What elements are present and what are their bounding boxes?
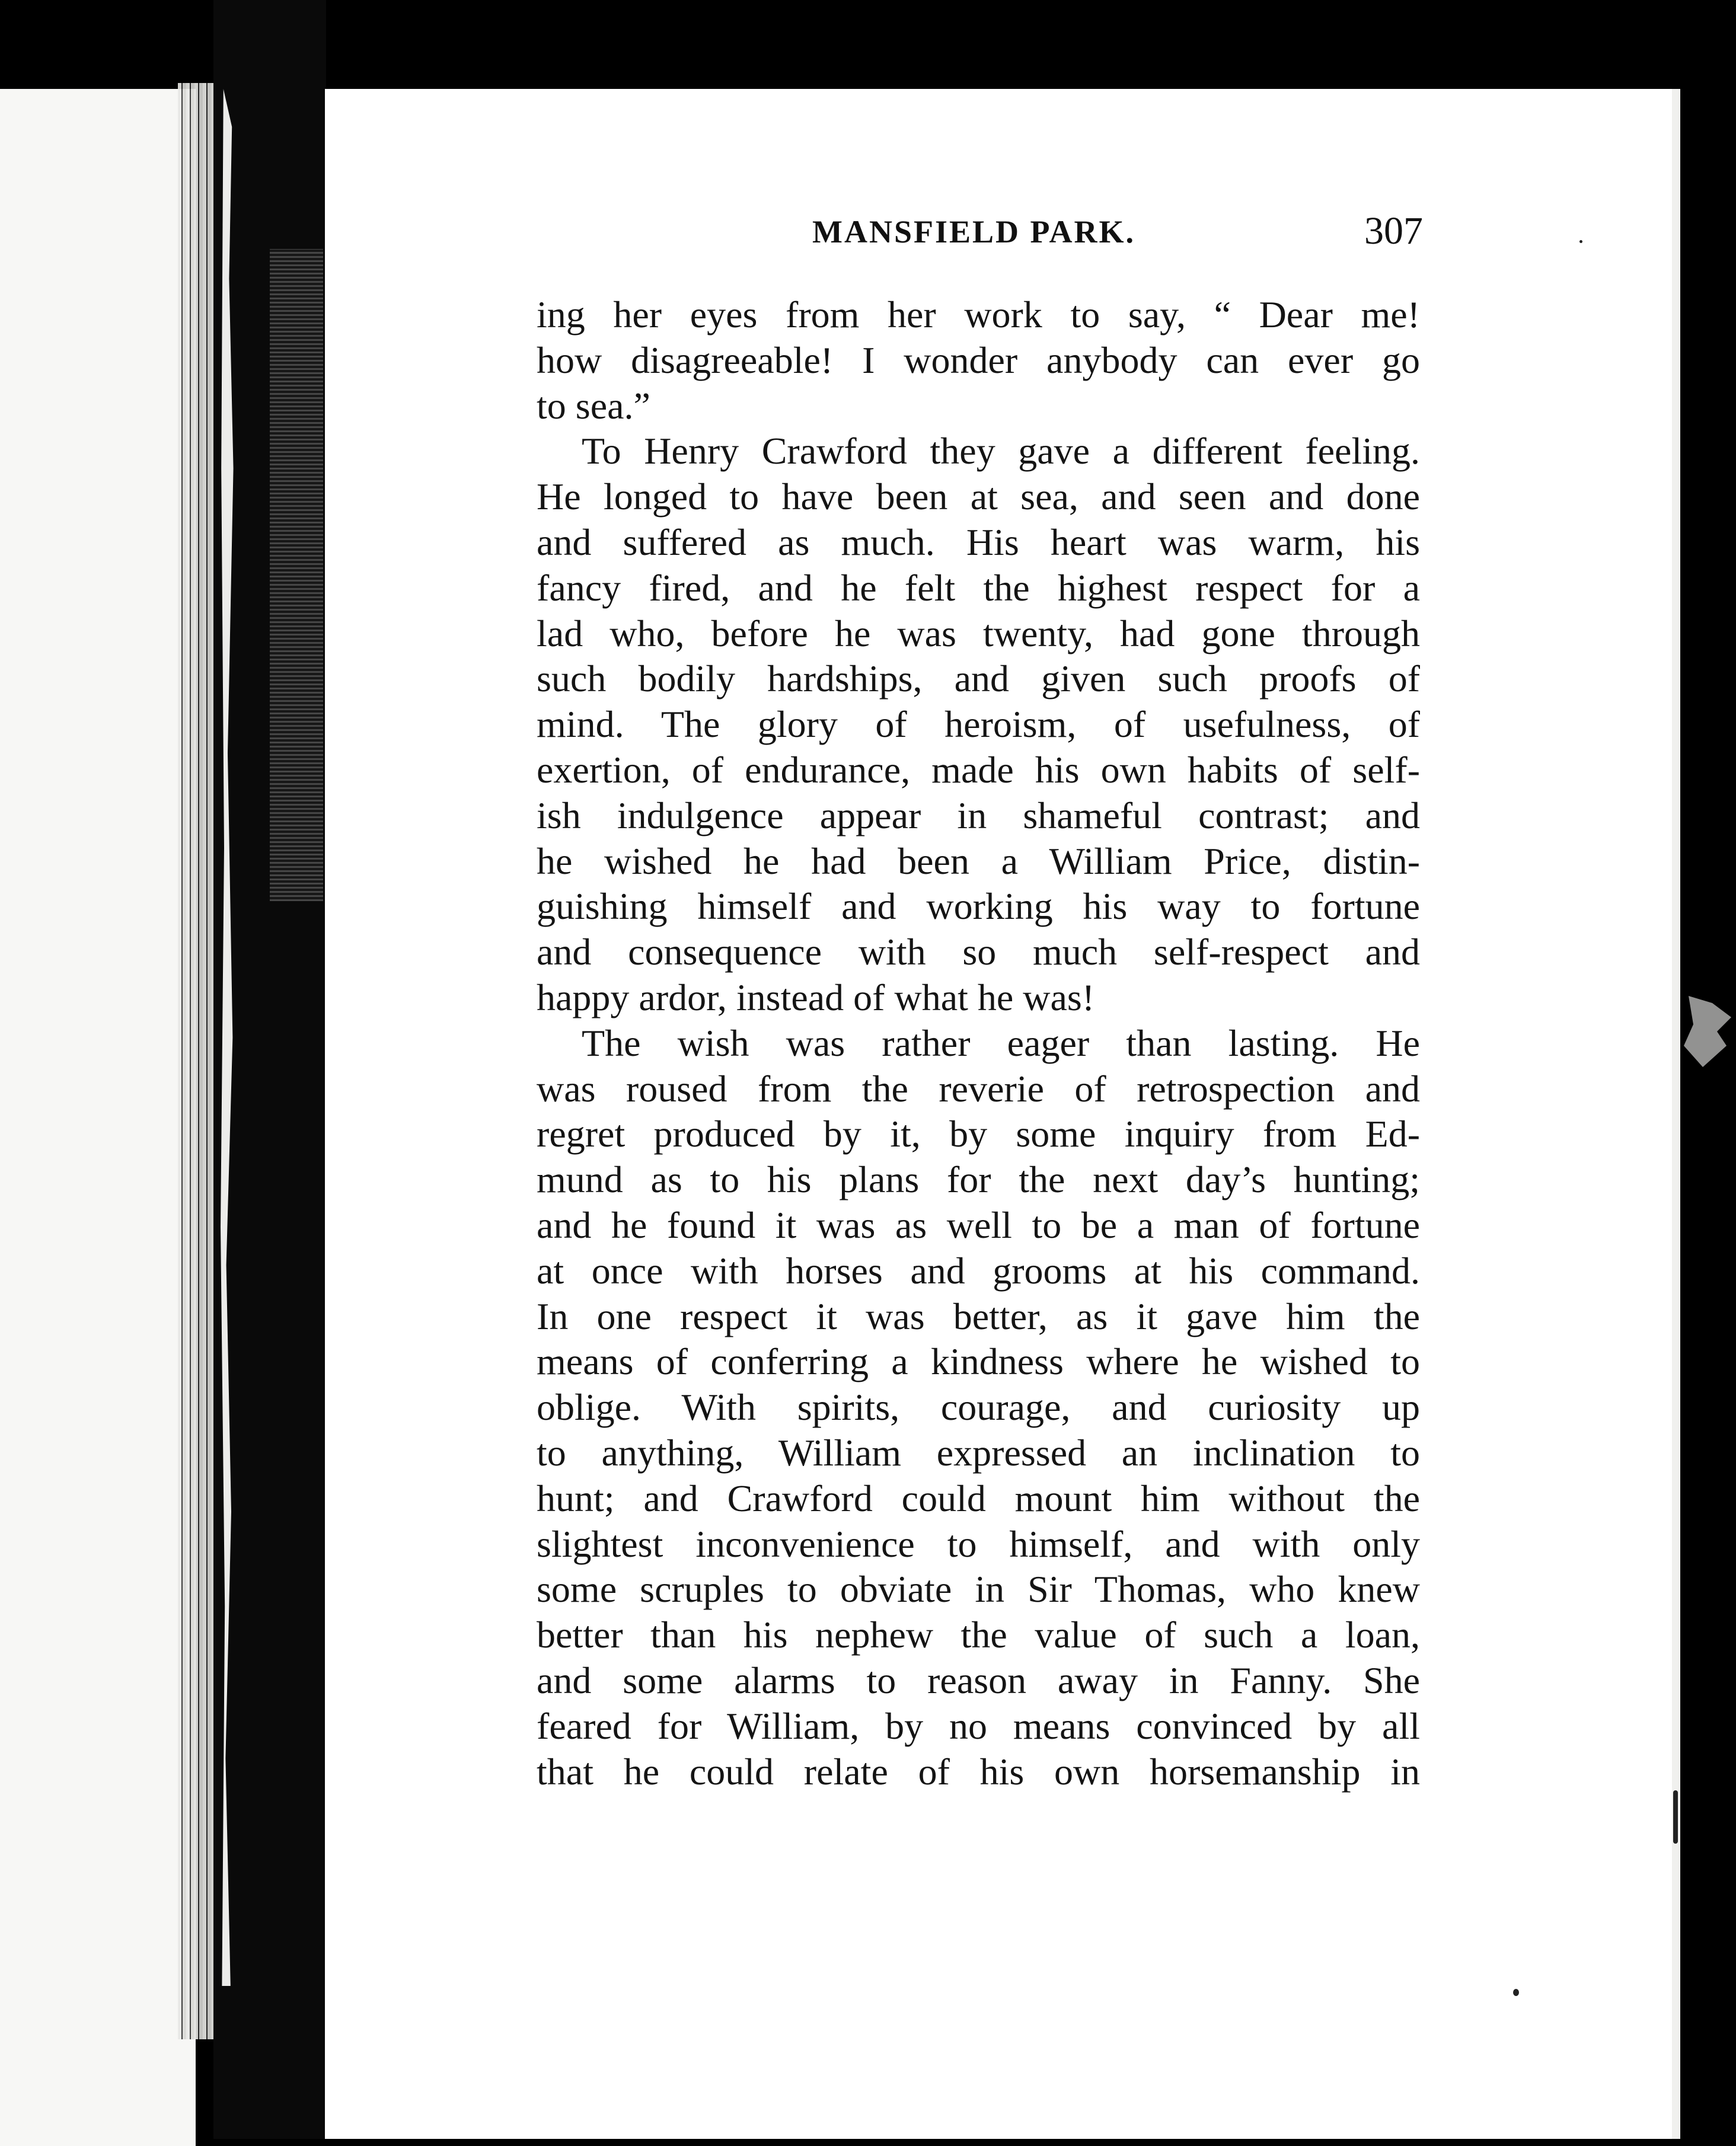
text-line: regret produced by it, by some inquiry from Ed- <box>537 1113 1420 1155</box>
page-header <box>812 209 1423 267</box>
ink-speck <box>1673 1790 1678 1844</box>
text-line: at once with horses and grooms at his command. <box>537 1249 1420 1292</box>
text-line: lad who, before he was twenty, had gone through <box>537 612 1420 654</box>
text-line: exertion, of endurance, made his own habits of self- <box>537 748 1420 791</box>
text-line: mund as to his plans for the next day’s hunting; <box>537 1158 1420 1201</box>
text-line: and consequence with so much self-respect and <box>537 931 1420 973</box>
text-line: slightest inconvenience to himself, and with only <box>537 1522 1420 1565</box>
text-line: ing her eyes from her work to say, “ Dear me! <box>537 293 1420 336</box>
text-line: To Henry Crawford they gave a different feeling. <box>582 430 1420 472</box>
ink-speck <box>1579 240 1582 243</box>
text-line: was roused from the reverie of retrospection and <box>537 1067 1420 1110</box>
text-line: He longed to have been at sea, and seen and done <box>537 475 1420 518</box>
text-line: and he found it was as well to be a man of fortune <box>537 1203 1420 1246</box>
text-line: In one respect it was better, as it gave him the <box>537 1295 1420 1337</box>
text-line: mind. The glory of heroism, of usefulness, of <box>537 703 1420 746</box>
text-line: such bodily hardships, and given such proofs of <box>537 657 1420 700</box>
text-line: better than his nephew the value of such a loan, <box>537 1614 1420 1656</box>
binding-cloth <box>270 249 323 901</box>
text-line: fancy fired, and he felt the highest respect for a <box>537 566 1420 609</box>
text-line: hunt; and Crawford could mount him without the <box>537 1477 1420 1519</box>
text-line: means of conferring a kindness where he wished to <box>537 1340 1420 1383</box>
text-line: to sea.” <box>537 384 650 427</box>
text-line: that he could relate of his own horsemanship in <box>537 1750 1420 1793</box>
facing-page-edge <box>178 83 213 2039</box>
text-line: The wish was rather eager than lasting. He <box>582 1021 1420 1064</box>
page-number: 307 <box>1364 209 1423 253</box>
text-line: he wished he had been a William Price, distin- <box>537 839 1420 882</box>
text-line: some scruples to obviate in Sir Thomas, who knew <box>537 1568 1420 1611</box>
body-text <box>537 292 1420 1794</box>
text-line: ish indulgence appear in shameful contrast; and <box>537 794 1420 836</box>
text-line: and some alarms to reason away in Fanny. She <box>537 1659 1420 1701</box>
text-line: oblige. With spirits, courage, and curiosity up <box>537 1386 1420 1429</box>
text-line: how disagreeable! I wonder anybody can ever go <box>537 338 1420 381</box>
text-line: happy ardor, instead of what he was! <box>537 976 1095 1018</box>
text-line: guishing himself and working his way to fortune <box>537 885 1420 928</box>
ink-speck <box>1513 1989 1519 1996</box>
facing-page-left <box>0 89 196 2146</box>
paper-fragment <box>1684 996 1731 1067</box>
text-line: and suffered as much. His heart was warm, his <box>537 520 1420 563</box>
text-line: to anything, William expressed an inclination to <box>537 1431 1420 1474</box>
running-title: MANSFIELD PARK. <box>812 214 1136 250</box>
text-line: feared for William, by no means convinced by all <box>537 1704 1420 1747</box>
